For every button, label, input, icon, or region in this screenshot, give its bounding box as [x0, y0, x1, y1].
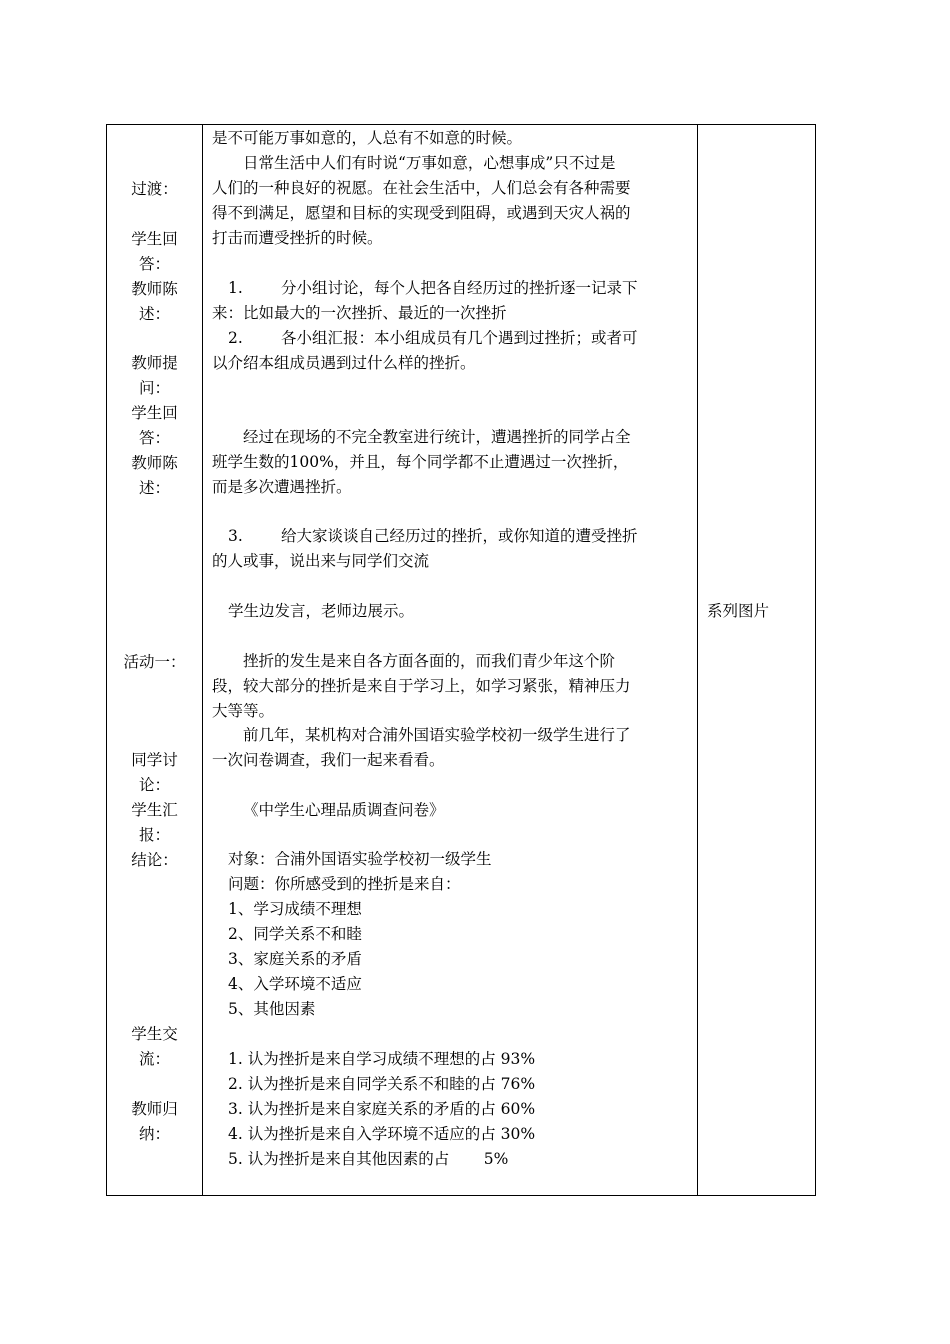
- label-student-answer: 学生回: [131, 230, 178, 248]
- text-line: 给大家谈谈自己经历过的挫折，或你知道的遭受挫折: [281, 527, 638, 545]
- text-line: 班学生数的100%，并且，每个同学都不止遭遇过一次挫折，: [212, 453, 629, 471]
- column-divider: [697, 125, 698, 1195]
- survey-object: 对象：合浦外国语实验学校初一级学生: [228, 850, 492, 868]
- label-teacher-statement: 教师陈: [131, 280, 178, 298]
- label-teacher-summary-cont: 纳：: [138, 1125, 170, 1143]
- text-line: 前几年，某机构对合浦外国语实验学校初一级学生进行了: [243, 726, 631, 744]
- survey-option: 4、入学环境不适应: [228, 975, 362, 993]
- text-line: 日常生活中人们有时说“万事如意，心想事成”只不过是: [243, 154, 616, 172]
- survey-option: 3、家庭关系的矛盾: [228, 950, 362, 968]
- lesson-table: [106, 124, 816, 1196]
- survey-result: 4. 认为挫折是来自入学环境不适应的占 30%: [228, 1125, 536, 1143]
- label-conclusion: 结论：: [131, 851, 178, 869]
- text-line: 一次问卷调查，我们一起来看看。: [212, 751, 445, 769]
- label-teacher-statement-2: 教师陈: [131, 454, 178, 472]
- label-student-report-cont: 报：: [138, 826, 170, 844]
- text-line: 得不到满足，愿望和目标的实现受到阻碍，或遇到天灾人祸的: [212, 204, 631, 222]
- survey-result: 5. 认为挫折是来自其他因素的占 5%: [228, 1150, 509, 1168]
- survey-option: 5、其他因素: [228, 1000, 316, 1018]
- label-student-exchange: 学生交: [131, 1025, 178, 1043]
- label-teacher-question-cont: 问：: [138, 379, 170, 397]
- questionnaire-title: 《中学生心理品质调查问卷》: [243, 801, 445, 819]
- series-images-note: 系列图片: [707, 602, 770, 620]
- label-group-discussion-cont: 论：: [138, 776, 170, 794]
- text-line: 以介绍本组成员遇到过什么样的挫折。: [212, 354, 476, 372]
- label-student-answer-cont: 答：: [138, 255, 170, 273]
- survey-result: 3. 认为挫折是来自家庭关系的矛盾的占 60%: [228, 1100, 536, 1118]
- text-line: 人们的一种良好的祝愿。在社会生活中，人们总会有各种需要: [212, 179, 631, 197]
- text-line: 段，较大部分的挫折是来自于学习上，如学习紧张，精神压力: [212, 677, 631, 695]
- text-line: 经过在现场的不完全教室进行统计，遭遇挫折的同学占全: [243, 428, 631, 446]
- list-number: 3.: [228, 527, 243, 545]
- label-student-answer-2-cont: 答：: [138, 429, 170, 447]
- column-divider: [202, 125, 203, 1195]
- survey-option: 2、同学关系不和睦: [228, 925, 362, 943]
- label-teacher-statement-cont: 述：: [138, 305, 170, 323]
- text-line: 大等等。: [212, 702, 275, 720]
- text-line: 来：比如最大的一次挫折、最近的一次挫折: [212, 304, 507, 322]
- label-teacher-question: 教师提: [131, 354, 178, 372]
- text-line: 的人或事，说出来与同学们交流: [212, 552, 430, 570]
- label-transition: 过渡：: [131, 180, 178, 198]
- text-line: 分小组讨论，每个人把各自经历过的挫折逐一记录下: [281, 279, 638, 297]
- text-line: 各小组汇报：本小组成员有几个遇到过挫折；或者可: [281, 329, 638, 347]
- label-student-exchange-cont: 流：: [138, 1050, 170, 1068]
- survey-result: 1. 认为挫折是来自学习成绩不理想的占 93%: [228, 1050, 536, 1068]
- text-line: 是不可能万事如意的，人总有不如意的时候。: [212, 129, 523, 147]
- label-group-discussion: 同学讨: [131, 751, 178, 769]
- text-line: 挫折的发生是来自各方面各面的，而我们青少年这个阶: [243, 652, 616, 670]
- survey-result: 2. 认为挫折是来自同学关系不和睦的占 76%: [228, 1075, 536, 1093]
- label-activity-one: 活动一：: [123, 653, 186, 671]
- survey-question: 问题：你所感受到的挫折是来自：: [228, 875, 461, 893]
- list-number: 1.: [228, 279, 243, 297]
- text-line: 而是多次遭遇挫折。: [212, 478, 352, 496]
- list-number: 2.: [228, 329, 243, 347]
- text-line: 打击而遭受挫折的时候。: [212, 229, 383, 247]
- label-teacher-summary: 教师归: [131, 1100, 178, 1118]
- label-student-answer-2: 学生回: [131, 404, 178, 422]
- text-line: 学生边发言，老师边展示。: [228, 602, 415, 620]
- label-teacher-statement-2-cont: 述：: [138, 479, 170, 497]
- label-student-report: 学生汇: [131, 801, 178, 819]
- survey-option: 1、学习成绩不理想: [228, 900, 362, 918]
